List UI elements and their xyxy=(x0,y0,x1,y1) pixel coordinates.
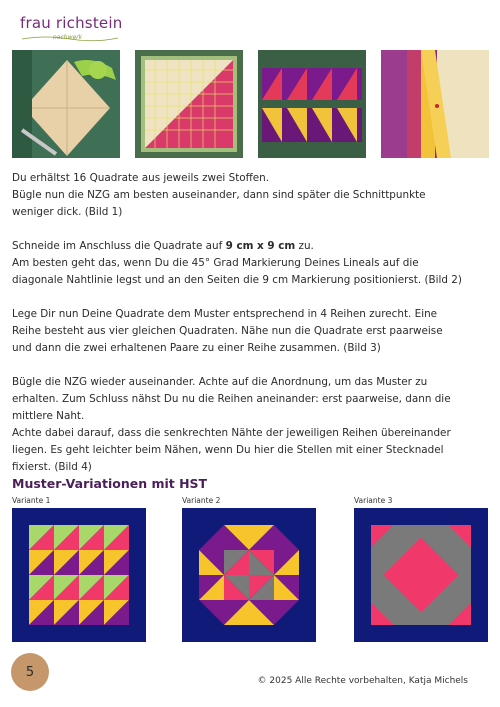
instructions-text xyxy=(12,170,488,476)
copyright-footer: © 2025 Alle Rechte vorbehalten, Katja Michels xyxy=(257,676,468,686)
text-line: und dann die zwei erhaltenen Paare zu einer Reihe zusammen. (Bild 3) xyxy=(12,342,381,354)
photo-bild-1 xyxy=(12,50,120,158)
text-line: diagonale Nahtlinie legst und an den Seiten die 9 cm Markierung positionierst. (Bild 2) xyxy=(12,274,462,286)
variant-1-quilt-block xyxy=(12,508,146,642)
text-line: Lege Dir nun Deine Quadrate dem Muster entsprechend in 4 Reihen zurecht. Eine xyxy=(12,308,438,320)
photo-bild-4 xyxy=(381,50,489,158)
variant-label-3: Variante 3 xyxy=(354,496,393,505)
section-title: Muster-Variationen mit HST xyxy=(12,476,208,491)
variant-label-1: Variante 1 xyxy=(12,496,51,505)
text-line: mittlere Naht. xyxy=(12,410,85,422)
text-line: erhalten. Zum Schluss nähst Du nu die Reihen aneinander: erst paarweise, dann die xyxy=(12,393,451,405)
text-line: Bügle die NZG wieder auseinander. Achte auf die Anordnung, um das Muster zu xyxy=(12,376,428,388)
text-line: Achte dabei darauf, dass die senkrechten Nähte der jeweiligen Reihen übereinander xyxy=(12,427,451,439)
cut-size: 9 cm x 9 cm xyxy=(225,240,296,252)
text-line: Am besten geht das, wenn Du die 45° Grad Markierung Deines Lineals auf die xyxy=(12,257,419,269)
text-line: Reihe besteht aus vier gleichen Quadraten. Nähe nun die Quadrate erst paarweise xyxy=(12,325,443,337)
text-line: Schneide im Anschluss die Quadrate auf 9 cm x 9 cm zu. xyxy=(12,240,314,252)
text-line: Bügle nun die NZG am besten auseinander, dann sind später die Schnittpunkte xyxy=(12,189,426,201)
variant-2-quilt-block xyxy=(182,508,316,642)
text-line: weniger dick. (Bild 1) xyxy=(12,206,123,218)
logo-text: frau richstein xyxy=(20,14,123,32)
text-line: fixierst. (Bild 4) xyxy=(12,461,92,473)
photo-strip xyxy=(12,50,488,158)
photo-bild-2 xyxy=(135,50,243,158)
variant-3-quilt-block xyxy=(354,508,488,642)
logo-subtitle: nachwerk xyxy=(53,34,83,41)
photo-bild-3 xyxy=(258,50,366,158)
variant-label-2: Variante 2 xyxy=(182,496,221,505)
page-number-badge xyxy=(11,653,49,691)
text-line: liegen. Es geht leichter beim Nähen, wenn Du hier die Stellen mit einer Stecknadel xyxy=(12,444,444,456)
text-line: Du erhältst 16 Quadrate aus jeweils zwei Stoffen. xyxy=(12,172,270,184)
page-number: 5 xyxy=(25,664,35,680)
brand-logo xyxy=(18,14,128,50)
